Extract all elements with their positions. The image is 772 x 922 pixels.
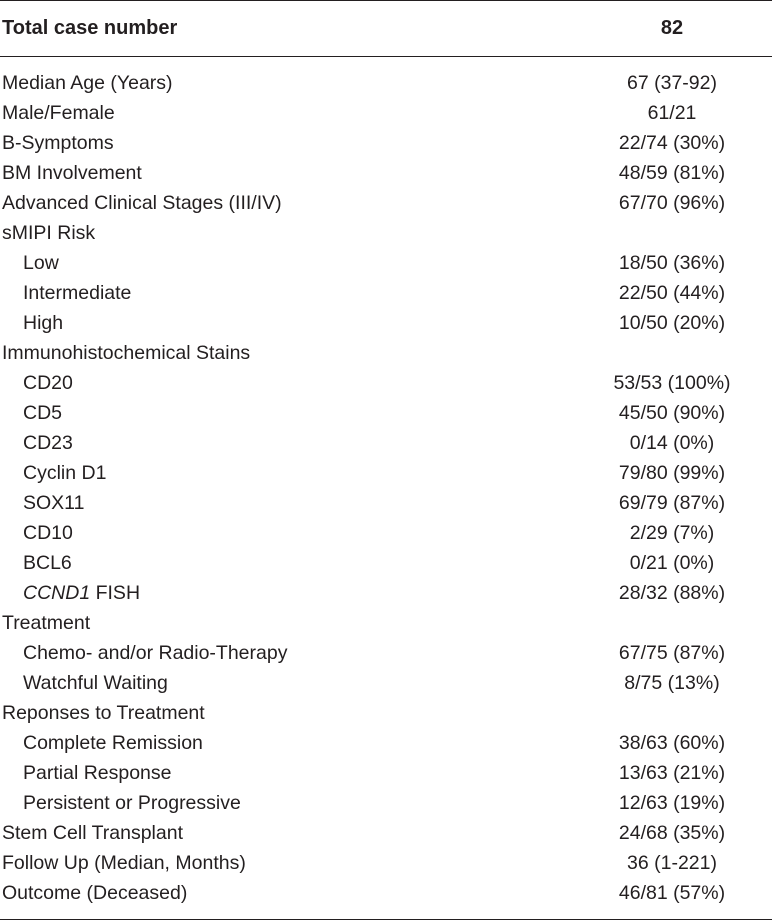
row-label (23, 578, 140, 608)
row-bcl6 (0, 548, 772, 578)
row-value: 38/63 (60%) (618, 732, 726, 754)
row-male-female (0, 98, 772, 128)
row-label: CD20 (23, 372, 73, 394)
row-value: 0/21 (0%) (629, 552, 715, 574)
row-label: CD23 (23, 432, 73, 454)
row-value: 28/32 (88%) (618, 582, 726, 604)
row-value: 46/81 (57%) (618, 882, 726, 904)
row-label: Partial Response (23, 762, 172, 784)
row-label: Stem Cell Transplant (2, 822, 183, 844)
header-value: 82 (660, 17, 684, 39)
row-label: Cyclin D1 (23, 462, 107, 484)
row-advanced-stages (0, 188, 772, 218)
row-label: Watchful Waiting (23, 672, 168, 694)
row-cd23 (0, 428, 772, 458)
row-label: Immunohistochemical Stains (2, 342, 251, 364)
row-value: 13/63 (21%) (618, 762, 726, 784)
row-label: Advanced Clinical Stages (III/IV) (2, 192, 282, 214)
row-value: 53/53 (100%) (613, 372, 731, 394)
row-label-method: FISH (90, 582, 141, 604)
row-cd5 (0, 398, 772, 428)
row-bm-involvement (0, 158, 772, 188)
row-value: 67 (37-92) (627, 72, 717, 94)
row-value: 45/50 (90%) (618, 402, 726, 424)
row-label: sMIPI Risk (2, 222, 96, 244)
row-label: BM Involvement (2, 162, 142, 184)
row-value: 12/63 (19%) (618, 792, 726, 814)
row-sox11 (0, 488, 772, 518)
row-ccnd1-fish (0, 578, 772, 608)
row-value: 8/75 (13%) (624, 672, 720, 694)
row-persistent-progressive (0, 788, 772, 818)
row-label: Chemo- and/or Radio-Therapy (23, 642, 288, 664)
row-label: Complete Remission (23, 732, 203, 754)
row-smipi-risk-heading (0, 218, 772, 248)
row-value: 36 (1-221) (627, 852, 717, 874)
row-label: Reponses to Treatment (2, 702, 205, 724)
row-label: Persistent or Progressive (23, 792, 241, 814)
row-value: 22/74 (30%) (618, 132, 726, 154)
row-value: 79/80 (99%) (618, 462, 726, 484)
row-label: Follow Up (Median, Months) (2, 852, 246, 874)
row-label: Median Age (Years) (2, 72, 173, 94)
row-smipi-intermediate (0, 278, 772, 308)
row-label: BCL6 (23, 552, 72, 574)
table-header-rule (0, 56, 772, 57)
row-cd10 (0, 518, 772, 548)
row-value: 10/50 (20%) (618, 312, 726, 334)
row-value: 67/70 (96%) (618, 192, 726, 214)
table-body (0, 68, 772, 908)
row-outcome (0, 878, 772, 908)
row-label: Outcome (Deceased) (2, 882, 188, 904)
row-label: Male/Female (2, 102, 115, 124)
row-label: B-Symptoms (2, 132, 114, 154)
table-header-row (0, 1, 772, 56)
row-value: 24/68 (35%) (618, 822, 726, 844)
row-watchful-waiting (0, 668, 772, 698)
row-chemo-radio (0, 638, 772, 668)
row-median-age (0, 68, 772, 98)
header-label: Total case number (2, 17, 178, 39)
row-follow-up (0, 848, 772, 878)
table-bottom-rule (0, 919, 772, 920)
row-label: SOX11 (23, 492, 85, 514)
row-value: 69/79 (87%) (618, 492, 726, 514)
row-responses-heading (0, 698, 772, 728)
row-complete-remission (0, 728, 772, 758)
row-value: 18/50 (36%) (618, 252, 726, 274)
row-label: High (23, 312, 64, 334)
row-smipi-high (0, 308, 772, 338)
row-cd20 (0, 368, 772, 398)
row-label: CD5 (23, 402, 63, 424)
row-value: 2/29 (7%) (629, 522, 715, 544)
row-value: 48/59 (81%) (618, 162, 726, 184)
row-label: Intermediate (23, 282, 132, 304)
row-stem-cell-transplant (0, 818, 772, 848)
row-cyclin-d1 (0, 458, 772, 488)
row-value: 0/14 (0%) (629, 432, 715, 454)
row-label: Low (23, 252, 59, 274)
row-label: CD10 (23, 522, 73, 544)
row-value: 22/50 (44%) (618, 282, 726, 304)
row-label-gene: CCND1 (23, 582, 91, 604)
row-ihc-heading (0, 338, 772, 368)
row-b-symptoms (0, 128, 772, 158)
row-partial-response (0, 758, 772, 788)
row-treatment-heading (0, 608, 772, 638)
row-value: 61/21 (647, 102, 697, 124)
row-smipi-low (0, 248, 772, 278)
row-label: Treatment (2, 612, 91, 634)
row-value: 67/75 (87%) (618, 642, 726, 664)
